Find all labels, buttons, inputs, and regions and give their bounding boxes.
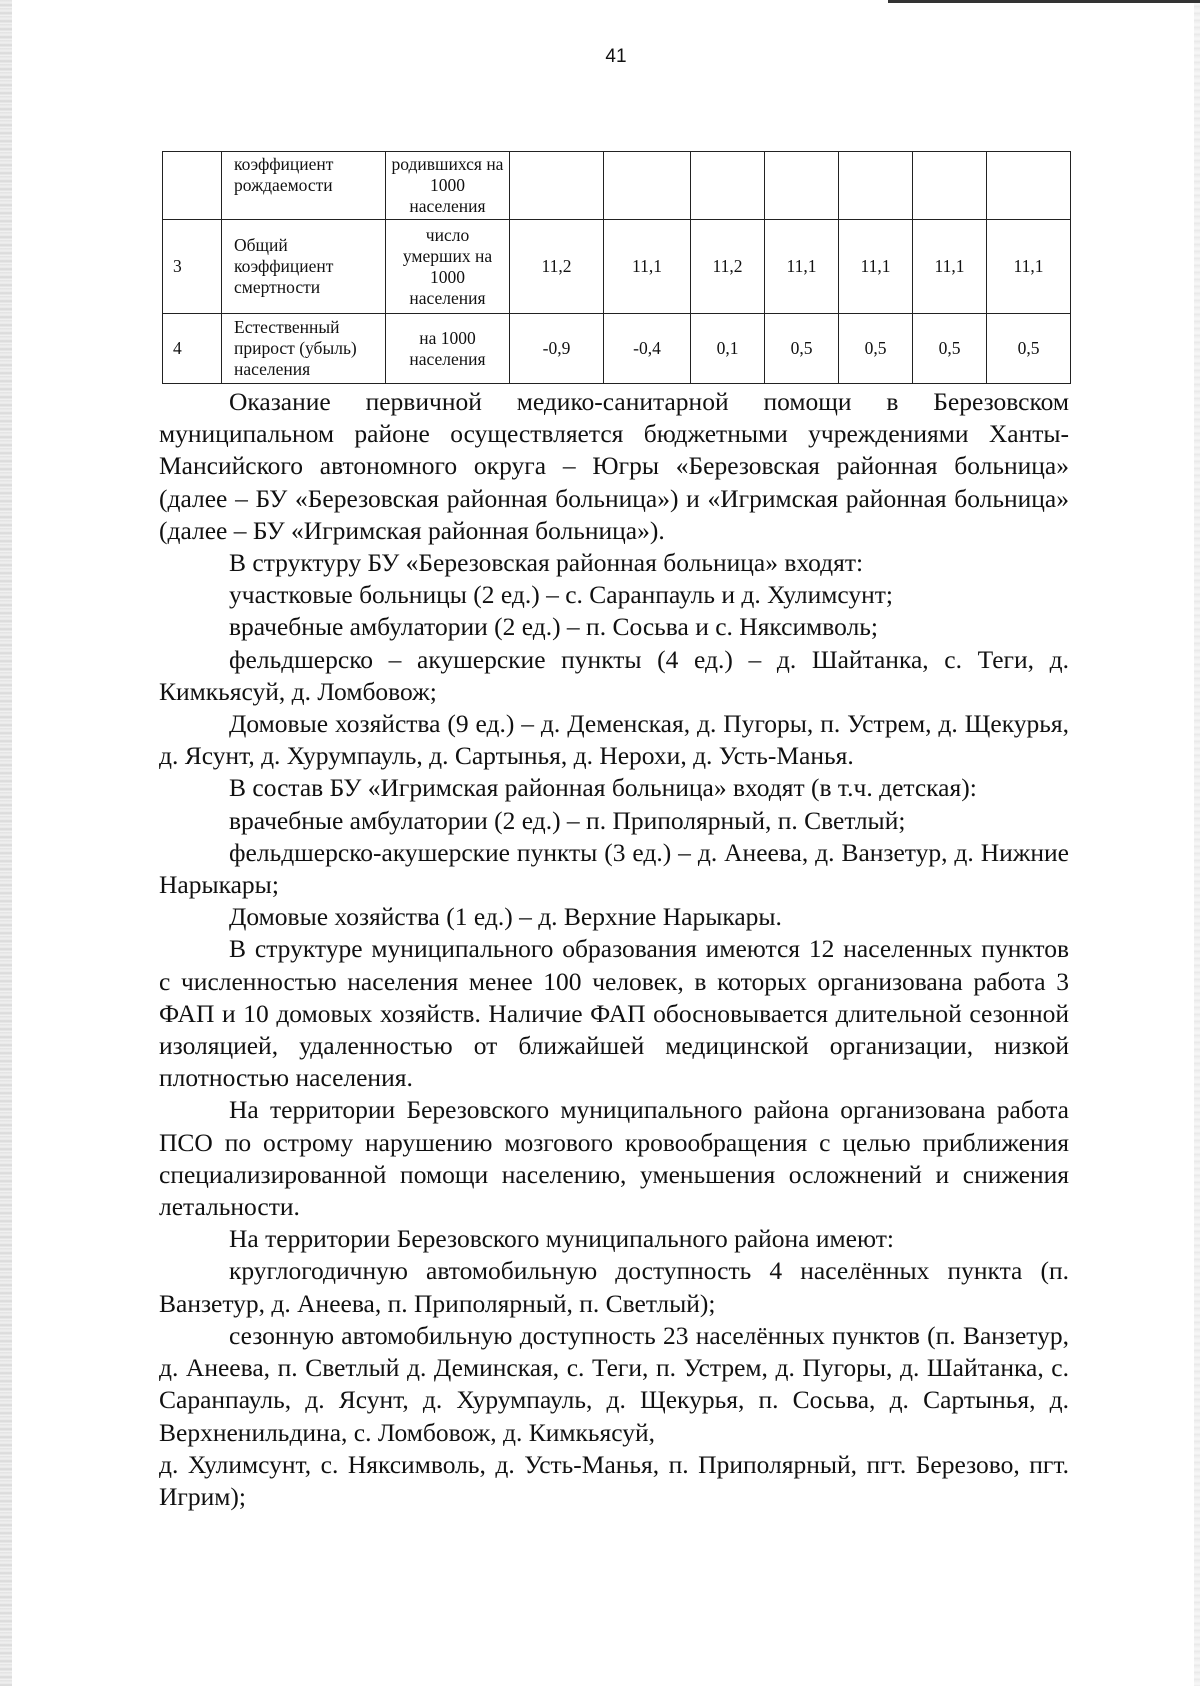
value-cell — [604, 152, 691, 220]
paragraph: На территории Березовского муниципального района организована работа ПСО по острому нарушению мозгового кровообращения с целью приближения специализированной помощи населению, уменьшения осложнений и снижения летальности. — [159, 1095, 1069, 1222]
indicator-name: Общий коэффициент смертности — [222, 220, 386, 314]
paragraph: сезонную автомобильную доступность 23 населённых пунктов (п. Ванзетур, д. Анеева, п. Светлый д. Деминская, с. Теги, п. Устрем, д. Пугоры, д. Шайтанка, с. Саранпауль, д. Ясунт, д. Хурумпауль, д. Щекурья, п. Сосьва, д. Сартынья, д. Верхненильдина, с. Ломбовож, д. Кимкьясуй, — [159, 1320, 1069, 1447]
value-cell: 11,1 — [604, 220, 691, 314]
value-cell: 0,5 — [765, 314, 839, 384]
paragraph: Домовые хозяйства (9 ед.) – д. Деменская, д. Пугоры, п. Устрем, д. Щекурья, д. Ясунт, д. Хурумпауль, д. Сартынья, д. Нерохи, д. Усть-Манья. — [159, 709, 1069, 771]
paragraph: врачебные амбулатории (2 ед.) – п. Приполярный, п. Светлый; — [229, 805, 906, 835]
value-cell: 11,1 — [839, 220, 913, 314]
paragraph: фельдшерско – акушерские пункты (4 ед.) – д. Шайтанка, с. Теги, д. Кимкьясуй, д. Ломбовож; — [159, 644, 1069, 706]
value-cell: 11,1 — [987, 220, 1071, 314]
value-cell — [913, 152, 987, 220]
scan-edge-right — [1194, 0, 1200, 1686]
indicator-name: Естественный прирост (убыль) населения — [222, 314, 386, 384]
value-cell: 0,5 — [987, 314, 1071, 384]
paragraph: Домовые хозяйства (1 ед.) – д. Верхние Нарыкары. — [229, 902, 782, 932]
row-number: 3 — [163, 220, 222, 314]
paragraph: В структуру БУ «Березовская районная больница» входят: — [229, 548, 864, 578]
value-cell: 11,2 — [691, 220, 765, 314]
row-number — [163, 152, 222, 220]
unit-cell: на 1000 населения — [386, 314, 510, 384]
row-number: 4 — [163, 314, 222, 384]
paragraph: врачебные амбулатории (2 ед.) – п. Сосьва и с. Няксимволь; — [229, 612, 879, 642]
paragraph: д. Хулимсунт, с. Няксимволь, д. Усть-Манья, п. Приполярный, пгт. Березово, пгт. Игрим); — [159, 1449, 1069, 1511]
page-number: 41 — [605, 46, 627, 67]
paragraph: участковые больницы (2 ед.) – с. Саранпауль и д. Хулимсунт; — [229, 580, 893, 610]
paragraph: В состав БУ «Игримская районная больница» входят (в т.ч. детская): — [229, 773, 977, 803]
table-body — [163, 152, 1071, 384]
paragraph: На территории Березовского муниципального района имеют: — [229, 1224, 894, 1254]
value-cell: 0,1 — [691, 314, 765, 384]
paragraph: Оказание первичной медико-санитарной помощи в Березовском муниципальном районе осуществляется бюджетными учреждениями Ханты-Мансийского автономного округа – Югры «Березовская районная больница» (далее – БУ «Березовская районная больница») и «Игримская районная больница» (далее – БУ «Игримская районная больница»). — [159, 387, 1069, 545]
paragraph: В структуре муниципального образования имеются 12 населенных пунктов с численностью населения менее 100 человек, в которых организована работа 3 ФАП и 10 домовых хозяйств. Наличие ФАП обосновывается длительной сезонной изоляцией, удаленностью от ближайшей медицинской организации, низкой плотностью населения. — [159, 934, 1069, 1093]
value-cell — [839, 152, 913, 220]
value-cell: 11,2 — [510, 220, 604, 314]
value-cell: -0,9 — [510, 314, 604, 384]
value-cell: 0,5 — [839, 314, 913, 384]
value-cell: 11,1 — [913, 220, 987, 314]
body-text — [159, 386, 1069, 1513]
unit-cell: число умерших на 1000 населения — [386, 220, 510, 314]
value-cell — [691, 152, 765, 220]
paragraph: фельдшерско-акушерские пункты (3 ед.) – д. Анеева, д. Ванзетур, д. Нижние Нарыкары; — [159, 837, 1069, 900]
top-rule — [888, 0, 1200, 3]
value-cell: 11,1 — [765, 220, 839, 314]
table-row — [163, 314, 1071, 384]
value-cell: -0,4 — [604, 314, 691, 384]
paragraph: круглогодичную автомобильную доступность 4 населённых пункта (п. Ванзетур, д. Анеева, п. Приполярный, п. Светлый); — [159, 1256, 1069, 1318]
value-cell — [510, 152, 604, 220]
table-row — [163, 152, 1071, 220]
table-row — [163, 220, 1071, 314]
statistics-table — [162, 151, 1071, 384]
indicator-name: коэффициент рождаемости — [222, 152, 386, 220]
scan-edge-left — [0, 0, 12, 1686]
value-cell: 0,5 — [913, 314, 987, 384]
value-cell — [987, 152, 1071, 220]
value-cell — [765, 152, 839, 220]
unit-cell: родившихся на 1000 населения — [386, 152, 510, 220]
